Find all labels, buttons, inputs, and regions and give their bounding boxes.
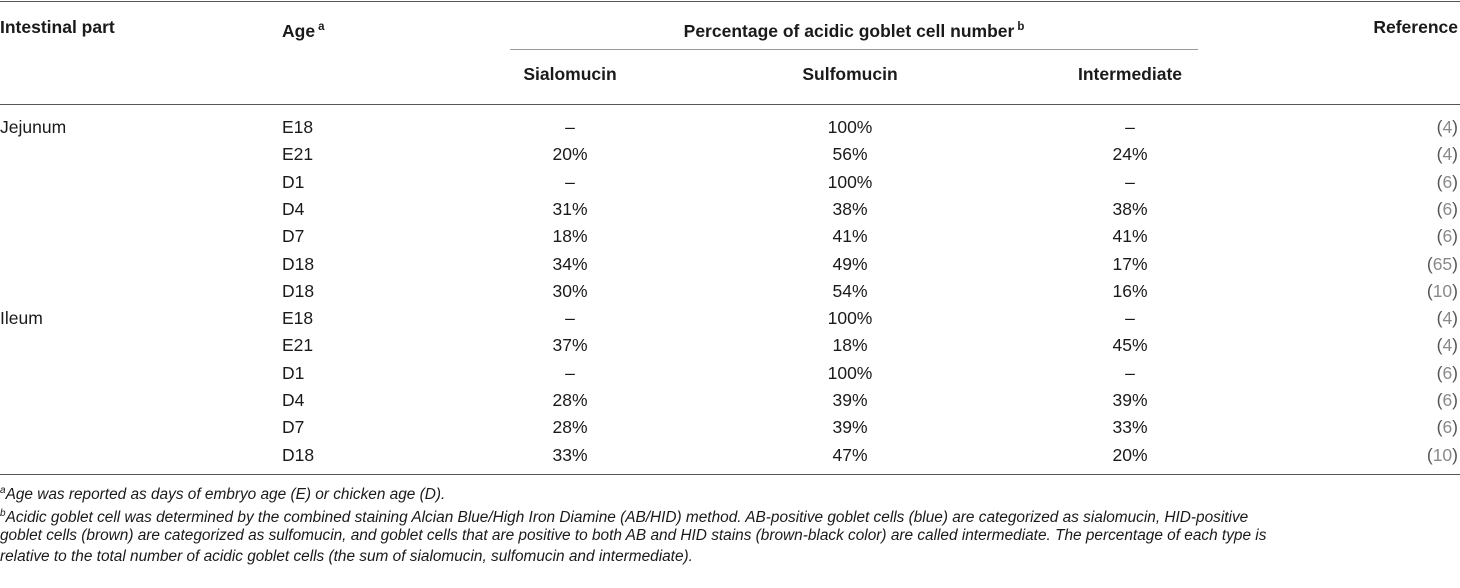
header-age: Age $^a$ [282,21,325,41]
cell-intermediate: 39% [1112,390,1148,410]
cell-reference[interactable] [300,254,1458,274]
reference-link[interactable]: 65 [1432,253,1453,274]
reference-link[interactable]: 4 [1442,335,1453,356]
reference-close-paren: ) [1452,226,1458,247]
cell-sulfomucin: 54% [832,280,868,301]
cell-intermediate: 20% [1112,444,1148,465]
reference-close-paren: ) [1452,417,1458,438]
cell-sialomucin: 30% [552,280,588,301]
header-sialomucin: Sialomucin [523,64,617,84]
cell-reference[interactable] [300,117,1458,137]
cell-intermediate: 17% [1112,253,1148,274]
cell-sulfomucin: 100% [827,362,873,383]
reference-open-paren: ( [1426,444,1433,465]
reference-open-paren: ( [1426,253,1433,274]
cell-sialomucin: – [565,117,575,137]
reference-link[interactable]: 4 [1442,144,1453,165]
cell-intestinal-part: Ileum [0,308,43,329]
cell-age: D4 [282,390,305,410]
cell-sialomucin: 31% [552,198,588,219]
cell-reference[interactable] [300,226,1458,246]
reference-close-paren: ) [1452,308,1458,329]
footnote-a-marker: a [0,485,6,496]
cell-age: E21 [282,144,314,165]
cell-sialomucin: 34% [552,253,588,274]
cell-intermediate: 16% [1112,280,1148,301]
cell-sulfomucin: 47% [832,444,868,465]
reference-close-paren: ) [1452,198,1458,219]
reference-link[interactable]: 10 [1432,444,1453,465]
cell-sialomucin: – [565,308,575,329]
cell-reference[interactable] [300,335,1458,355]
cell-sulfomucin: 38% [832,198,868,219]
header-percentage: Percentage of acidic goblet cell number $^b$ [683,21,1025,41]
cell-reference[interactable] [300,281,1458,301]
cell-age: D18 [282,253,315,274]
cell-reference[interactable] [300,308,1458,328]
cell-age: D1 [282,171,305,192]
reference-link[interactable]: 6 [1442,417,1453,438]
cell-reference[interactable] [300,363,1458,383]
header-reference: Reference [1373,17,1458,37]
cell-reference[interactable] [300,172,1458,192]
reference-open-paren: ( [1436,171,1443,192]
reference-open-paren: ( [1426,280,1433,301]
cell-sialomucin: – [565,362,575,383]
reference-close-paren: ) [1452,362,1458,383]
cell-age: E18 [282,117,314,137]
cell-intermediate: – [1125,308,1135,329]
cell-intermediate: 41% [1112,226,1148,247]
cell-sialomucin: 33% [552,444,588,465]
reference-close-paren: ) [1452,280,1458,301]
cell-sialomucin: 28% [552,417,588,438]
cell-intermediate: – [1125,117,1135,137]
footnote-b-line-1: $^b$Acidic goblet cell was determined by the combined staining Alcian Blue/High Iron Diamine (AB/HID) method. AB-positive goblet cells (blue) are categorized as sialomucin, HID-positive [0,508,1249,526]
reference-link[interactable]: 4 [1442,117,1453,137]
cell-reference[interactable] [300,390,1458,410]
reference-close-paren: ) [1452,117,1458,137]
reference-close-paren: ) [1452,335,1458,356]
reference-close-paren: ) [1452,444,1458,465]
cell-reference[interactable] [300,144,1458,164]
cell-sialomucin: 28% [552,390,588,410]
cell-sulfomucin: 100% [827,117,873,137]
reference-open-paren: ( [1436,226,1443,247]
cell-sialomucin: – [565,171,575,192]
cell-intermediate: – [1125,362,1135,383]
header-intestinal-part: Intestinal part [0,17,115,37]
cell-age: D7 [282,417,305,438]
cell-reference[interactable] [300,199,1458,219]
table-bottom-rule [0,474,1460,475]
cell-sialomucin: 37% [552,335,588,356]
cell-sulfomucin: 56% [832,144,868,165]
header-sulfomucin: Sulfomucin [802,64,898,84]
reference-open-paren: ( [1436,144,1443,165]
footnote-b-line-3: relative to the total number of acidic goblet cells (the sum of sialomucin, sulfomucin and intermediate). [0,548,693,565]
cell-sulfomucin: 39% [832,417,868,438]
reference-open-paren: ( [1436,308,1443,329]
reference-link[interactable]: 4 [1442,308,1453,329]
reference-link[interactable]: 6 [1442,390,1453,410]
cell-age: D1 [282,362,305,383]
header-age-superscript: a [318,21,325,33]
reference-close-paren: ) [1452,171,1458,192]
reference-open-paren: ( [1436,390,1443,410]
cell-sulfomucin: 100% [827,308,873,329]
cell-sulfomucin: 41% [832,226,868,247]
top-rule [0,1,1460,2]
cell-age: D7 [282,226,305,247]
cell-age: D4 [282,198,305,219]
cell-age: D18 [282,444,315,465]
cell-sulfomucin: 39% [832,390,868,410]
header-intermediate: Intermediate [1077,64,1183,84]
cell-sialomucin: 20% [552,144,588,165]
cell-intermediate: 38% [1112,198,1148,219]
cell-intermediate: 33% [1112,417,1148,438]
reference-close-paren: ) [1452,253,1458,274]
reference-link[interactable]: 6 [1442,171,1453,192]
cell-intermediate: 24% [1112,144,1148,165]
reference-close-paren: ) [1452,144,1458,165]
header-percentage-superscript: b [1017,21,1025,33]
reference-link[interactable]: 10 [1432,280,1453,301]
cell-intermediate: 45% [1112,335,1148,356]
footnote-b-marker: b [0,508,6,519]
cell-sialomucin: 18% [552,226,588,247]
reference-open-paren: ( [1436,117,1443,137]
reference-close-paren: ) [1452,390,1458,410]
cell-sulfomucin: 49% [832,253,868,274]
cell-age: E21 [282,335,314,356]
reference-link[interactable]: 6 [1442,362,1453,383]
cell-sulfomucin: 100% [827,171,873,192]
cell-reference[interactable] [300,445,1458,465]
footnote-b-line-2: goblet cells (brown) are categorized as sulfomucin, and goblet cells that are positive to both AB and HID stains (brown-black color) are called intermediate. The percentage of each type is [0,526,1267,544]
cell-age: E18 [282,308,314,329]
cell-age: D18 [282,280,315,301]
cell-reference[interactable] [300,417,1458,437]
reference-open-paren: ( [1436,362,1443,383]
reference-open-paren: ( [1436,335,1443,356]
reference-link[interactable]: 6 [1442,226,1453,247]
cell-intermediate: – [1125,171,1135,192]
reference-open-paren: ( [1436,417,1443,438]
footnote-a: $^a$Age was reported as days of embryo age (E) or chicken age (D). [0,485,446,503]
reference-open-paren: ( [1436,198,1443,219]
cell-sulfomucin: 18% [832,335,868,356]
reference-link[interactable]: 6 [1442,198,1453,219]
cell-intestinal-part: Jejunum [0,117,67,137]
group-header-rule [510,49,1198,50]
header-bottom-rule [0,104,1460,105]
